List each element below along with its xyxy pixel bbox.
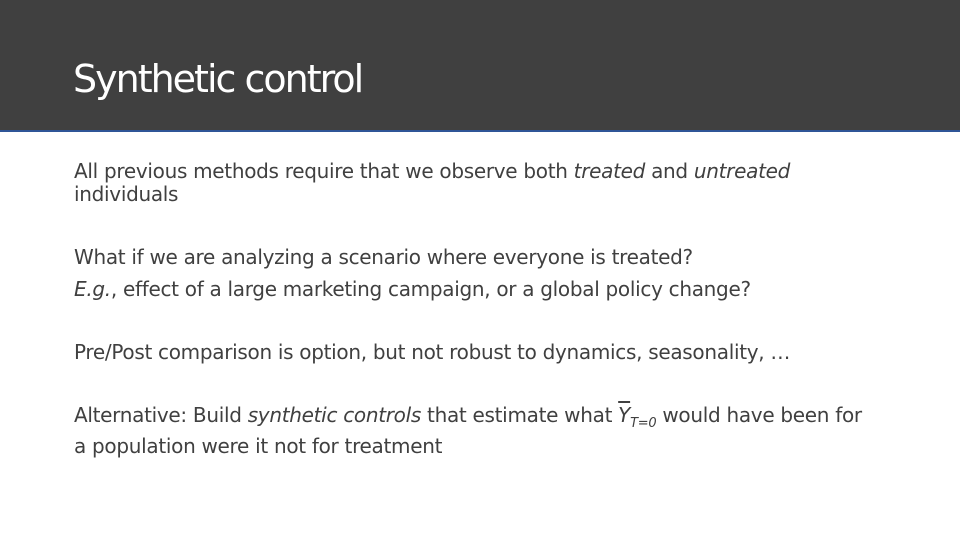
p5-text-b: that estimate what: [420, 403, 619, 427]
p1-untreated: untreated: [693, 159, 791, 183]
p1-treated: treated: [573, 159, 646, 183]
title-bar: [0, 0, 960, 132]
y-subscript: T=0: [630, 416, 657, 431]
slide-title: Synthetic control: [73, 57, 363, 101]
y-bar-symbol: $\overline{Y}$: [618, 403, 631, 427]
paragraph-4: Pre/Post comparison is option, but not robust to dynamics, seasonality, …: [74, 340, 791, 364]
paragraph-1: [74, 160, 874, 206]
p5-text-a: Alternative: Build: [74, 403, 248, 427]
paragraph-2: What if we are analyzing a scenario where everyone is treated?: [74, 245, 693, 269]
p5-synthetic: synthetic controls: [247, 403, 421, 427]
p1-end: individuals: [74, 182, 179, 206]
p3-rest: , effect of a large marketing campaign, or a global policy change?: [110, 277, 751, 301]
p3-eg: E.g.: [74, 277, 111, 301]
paragraph-5: [74, 404, 874, 458]
p1-and: and: [645, 159, 694, 183]
p5-text-c: would have been for a population were it not for treatment: [74, 403, 862, 458]
p1-text-a: All previous methods require that we observe both: [74, 159, 574, 183]
paragraph-3: [74, 278, 874, 301]
